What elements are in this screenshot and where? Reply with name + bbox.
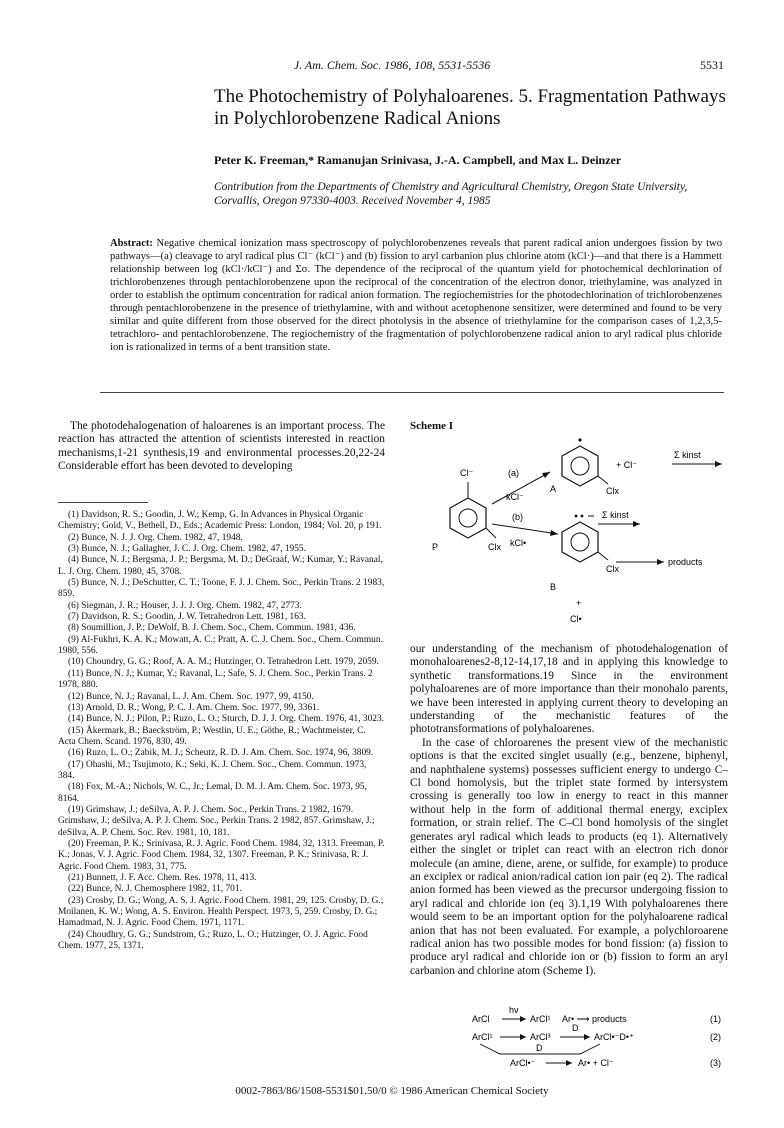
eq1-rest: Ar• ⟶ products (562, 1014, 627, 1024)
reference-item: (13) Arnold, D. R.; Wong, P. C. J. Am. Chem. Soc. 1977, 99, 3361. (68, 702, 320, 713)
k-cl-dot: kCl• (510, 538, 527, 548)
path-a: (a) (508, 468, 519, 478)
reference-item: (3) Bunce, N. J.; Gallagher, J. C. J. Org. Chem. 1982, 47, 1955. (68, 544, 306, 555)
intro-paragraph: The photodehalogenation of haloarenes is an important process. The reaction has attracted the attention of scientists interested in reaction mechanisms,1-21 synthesis,19 and environmental processes.20,22-24 Considerable effort has been devoted to developing (58, 420, 385, 472)
plus-cl-minus: + Cl⁻ (616, 460, 638, 470)
reference-item: (19) Grimshaw, J.; deSilva, A. P. J. Chem. Soc., Perkin Trans. 2 1982, 1679. Grimshaw, J.; deSilva, A. P. J. Chem. Soc., Perkin Trans. 2 1982, 857. Grimshaw, J.; deSilva, A. P. Chem. Soc. Rev. 1981, 10, 181. (58, 804, 375, 838)
reference-item: (16) Ruzo, L. O.; Zabik, M. J.; Scheutz, R. D. J. Am. Chem. Soc. 1974, 96, 3809. (68, 748, 374, 759)
reference-item: (24) Choudhry, G. G.; Sundstrom, G.; Ruzo, L. O.; Hutzinger, O. J. Agric. Food Chem. 1977, 25, 1371. (58, 929, 368, 952)
eq3-lhs: ArCl•⁻ (510, 1058, 536, 1068)
page-number: 5531 (700, 58, 724, 72)
eq2-number: (2) (710, 1032, 721, 1042)
right-column (410, 643, 728, 978)
eq3-rest: Ar• + Cl⁻ (578, 1058, 614, 1068)
clx-B: Clx (606, 564, 619, 574)
abstract (110, 237, 722, 354)
affiliation: Contribution from the Departments of Chemistry and Agricultural Chemistry, Oregon State University, Corvallis, Oregon 97330-4003. Received November 4, 1985 (214, 181, 688, 207)
reference-item: (11) Bunce, N. J.; Kumar, Y.; Ravanal, L.; Safe, S. J. Chem. Soc., Perkin Trans. 2 1978, 880. (58, 668, 373, 691)
reference-item: (6) Siegman, J. R.; Houser, J. J. J. Org. Chem. 1982, 47, 2773. (68, 600, 302, 611)
label-P: P (432, 542, 439, 552)
reference-item: (10) Choundry, G. G.; Roof, A. A. M.; Hutzinger, O. Tetrahedron Lett. 1979, 2059. (68, 657, 379, 668)
paragraph-continued: our understanding of the mechanism of photodehalogenation of monohaloarenes2-8,12-14,17,18 and in applying this knowledge to synthetic transformations.19 Since in the environment polyhaloarenes are of more importance than their monohalo parents, we have been interested in applying current theory to developing an understanding of the mechanistic features of the phototransformations of polyhaloarenes. (410, 643, 728, 736)
equation-block (410, 1000, 728, 1070)
cl-minus-label: Cl⁻ (460, 468, 474, 478)
reference-item: (4) Bunce, N. J.; Bergsma, J. P.; Bergsma, M. D.; DeGraaf, W.; Kumar, Y.; Ravanal, L. J. Org. Chem. 1980, 45, 3708. (58, 555, 383, 577)
reference-item: (20) Freeman, P. K.; Srinivasa, R. J. Agric. Food Chem. 1984, 32, 1313. Freeman, P. K.; Jonas, V. J. Agric. Food Chem. 1984, 32, 1307. Freeman, P. K.; Srinivasa, R. J. Agric. Food Chem. 1983, 31, 775. (58, 838, 385, 872)
sum-k-inst-a: Σ kinst (674, 450, 701, 460)
eq1-lhs: ArCl (472, 1014, 490, 1024)
eq2-lhs: ArCl¹ (472, 1032, 493, 1042)
reference-item: (2) Bunce, N. J. J. Org. Chem. 1982, 47, 1948. (68, 532, 243, 543)
reference-item: (7) Davidson, R. S.; Goodin, J. W. Tetrahedron Lett. 1981, 163. (68, 612, 306, 623)
products-label: products (668, 557, 703, 567)
reference-item: (23) Crosby, D. G.; Wong, A. S. J. Agric. Food Chem. 1981, 29, 125. Crosby, D. G.; Moilanen, K. W.; Wong, A. S. Environ. Health Perspect. 1973, 5, 259. Crosby, D. G.; Hamadmad, N. J. Agric. Food Chem. 1971, 1171. (58, 895, 384, 929)
eq1-number: (1) (710, 1014, 721, 1024)
reference-item: (22) Bunce, N. J. Chemosphere 1982, 11, 701. (68, 884, 242, 895)
ring-P (450, 482, 496, 538)
article-title: The Photochemistry of Polyhaloarenes. 5. Fragmentation Pathways in Polychlorobenzene Radical Anions (214, 86, 726, 129)
paragraph-mechanism: In the case of chloroarenes the present view of the mechanistic options is that the excited singlet usually (e.g., benzene, biphenyl, and naphthalene systems) possesses sufficient energy to undergo C–Cl bond homolysis, but the triplet state formed by intersystem crossing is generally too low in energy to react in this manner without help in the form of additional thermal energy, exciplex formation, or strain relief. The C–Cl bond homolysis of the singlet generates aryl radical which leads to products (eq 1). Alternatively either the singlet or triplet can react with an electron rich donor molecule (an amine, diene, arene, or sulfide, for example) to produce an exciplex or radical anion/radical cation ion pair (eq 2). The radical anion formed has been viewed as the precursor undergoing fission to aryl radical and chloride ion (eq 3).1,19 With polyhaloarenes there would seem to be an important option for the polyhaloarene radical anion that has not been evaluated. For example, a polychloroarene radical anion has two possible modes for bond fission: (a) fission to produce aryl radical and chloride ion or (b) fission to form an aryl carbanion and chlorine atom (Scheme I). (410, 736, 728, 977)
reference-item: (12) Bunce, N. J.; Ravanal, L. J. Am. Chem. Soc. 1977, 99, 4150. (68, 691, 314, 702)
reference-item: (8) Soumillion, J. P.; DeWolf, B. J. Chem. Soc., Chem. Commun. 1981, 436. (68, 623, 356, 634)
ring-A (562, 438, 608, 486)
reference-item: (9) Al-Fukhri, K. A. K.; Mowatt, A. C.; Pratt, A. C. J. Chem. Soc., Chem. Commun. 1980, 556. (58, 634, 383, 657)
author-list: Peter K. Freeman,* Ramanujan Srinivasa, J.-A. Campbell, and Max L. Deinzer (214, 153, 622, 167)
path-b: (b) (512, 512, 523, 522)
eq1-mid: ArCl¹ (530, 1014, 551, 1024)
clx-A: Clx (606, 486, 619, 496)
label-A: A (550, 484, 557, 494)
reference-item: (14) Bunce, N. J.; Pilon, P.; Ruzo, L. O.; Sturch, D. J. J. Org. Chem. 1976, 41, 3023. (68, 714, 384, 725)
label-B: B (550, 582, 557, 592)
eq1-hv: hν (509, 1005, 519, 1015)
clx-P: Clx (488, 542, 501, 552)
plus-sign: + (576, 598, 582, 608)
ring-B (562, 515, 608, 562)
abstract-text: Negative chemical ionization mass spectroscopy of polychlorobenzenes reveals that parent radical anion undergoes fission by two pathways—(a) cleavage to aryl radical plus Cl⁻ (kCl⁻) and (b) fission to aryl carbanion plus chlorine atom (kCl·)—and that there is a Hammett relationship between log (kCl·/kCl⁻) and Σσ. The dependence of the reciprocal of the quantum yield for photochemical dechlorination of trichlorobenzenes through pentachlorobenzene upon the reciprocal of the concentration of the electron donor, triethylamine, was analyzed in order to establish the optimum concentration for radical anion formation. The regiochemistries for the photodechlorination of trichlorobenzenes through pentachlorobenzene in the presence of triethylamine, with and without acetophenone sensitizer, were determined and found to be very similar and quite different from those observed for the direct photolysis in the absence of triethylamine for the comparison cases of 1,2,3,5-tetrachloro- and pentachlorobenzene. The regiochemistry of the fragmentation of polychlorobenzene radical anion to aryl radical plus chloride ion is rationalized in terms of a bent transition state. (110, 238, 722, 353)
abstract-label: Abstract: (110, 238, 153, 249)
reference-item: (18) Fox, M.-A.; Nichols, W. C., Jr.; Lemal, D. M. J. Am. Chem. Soc. 1973, 95, 8164. (58, 782, 367, 804)
reference-item: (15) Åkermark, B.; Baeckström, P.; Westlin, U. E.; Göthe, R.; Wachtmeister, C. Acta Chem. Scand. 1976, 830, 49. (58, 725, 366, 747)
reference-item: (17) Ohashi, M.; Tsujimoto, K.; Seki, K. J. Chem. Soc., Chem. Commun. 1973, 384. (58, 759, 367, 781)
eq2-donor: D (572, 1023, 579, 1033)
abstract-divider (100, 392, 724, 393)
k-cl-minus: kCl⁻ (506, 492, 524, 502)
reference-item: (5) Bunce, N. J.; DeSchutter, C. T.; Toone, F. J. J. Chem. Soc., Perkin Trans. 2 1983, 859. (58, 578, 385, 600)
sum-k-inst-b: Σ kinst (602, 510, 629, 520)
eq2-donor-lower: D (536, 1043, 543, 1053)
scheme-diagram (410, 438, 730, 638)
reference-list (58, 510, 385, 952)
running-header: J. Am. Chem. Soc. 1986, 108, 5531-5536 (293, 58, 491, 72)
eq2-rest: ArCl•⁻D•⁺ (594, 1032, 634, 1042)
eq3-number: (3) (710, 1058, 721, 1068)
footnote-divider (58, 502, 148, 503)
copyright-footer: 0002-7863/86/1508-5531$01.50/0 © 1986 American Chemical Society (235, 1085, 549, 1097)
cl-dot-label: Cl• (570, 614, 582, 624)
scheme-label: Scheme I (410, 420, 454, 432)
reference-item: (1) Davidson, R. S.; Goodin, J. W.; Kemp, G. In Advances in Physical Organic Chemistry; Gold, V., Bethell, D., Eds.; Academic Press: London, 1984; Vol. 20, p 191. (58, 510, 382, 532)
reference-item: (21) Bunnett, J. F. Acc. Chem. Res. 1978, 11, 413. (68, 873, 257, 883)
eq2-mid: ArCl³ (530, 1032, 551, 1042)
